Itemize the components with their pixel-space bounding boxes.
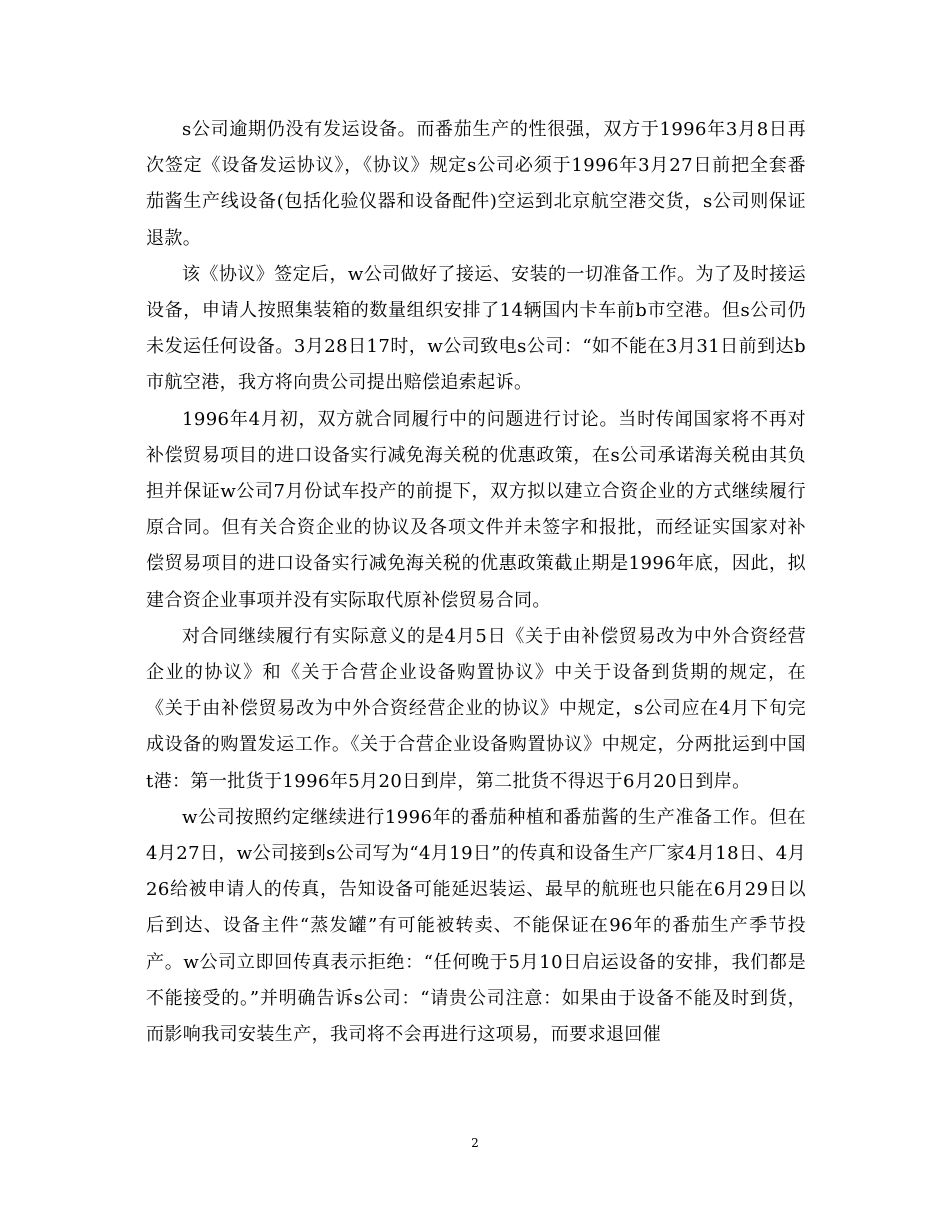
document-body — [146, 112, 806, 1053]
paragraph-3: 1996年4月初，双方就合同履行中的问题进行讨论。当时传闻国家将不再对补偿贸易项目的进口设备实行减免海关税的优惠政策，在s公司承诺海关税由其负担并保证w公司7月份试车投产的前提下，双方拟以建立合资企业的方式继续履行原合同。但有关合资企业的协议及各项文件并未签字和报批，而经证实国家对补偿贸易项目的进口设备实行减免海关税的优惠政策截止期是1996年底，因此，拟建合资企业事项并没有实际取代原补偿贸易合同。 — [146, 408, 806, 611]
page-number: 2 — [471, 1136, 479, 1150]
paragraph-2: 该《协议》签定后，w公司做好了接运、安装的一切准备工作。为了及时接运设备，申请人按照集装箱的数量组织安排了14辆国内卡车前b市空港。但s公司仍未发运任何设备。3月28日17时，w公司致电s公司：“如不能在3月31日前到达b市航空港，我方将向贵公司提出赔偿追索起诉。 — [146, 263, 806, 394]
paragraph-4: 对合同继续履行有实际意义的是4月5日《关于由补偿贸易改为中外合资经营企业的协议》和《关于合营企业设备购置协议》中关于设备到货期的规定，在《关于由补偿贸易改为中外合资经营企业的协议》中规定，s公司应在4月下旬完成设备的购置发运工作。《关于合营企业设备购置协议》中规定，分两批运到中国t港：第一批货于1996年5月20日到岸，第二批货不得迟于6月20日到岸。 — [146, 625, 806, 792]
paragraph-5: w公司按照约定继续进行1996年的番茄种植和番茄酱的生产准备工作。但在4月27日，w公司接到s公司写为“4月19日”的传真和设备生产厂家4月18日、4月26给被申请人的传真，告知设备可能延迟装运、最早的航班也只能在6月29日以后到达、设备主件“蒸发罐”有可能被转卖、不能保证在96年的番茄生产季节投产。w公司立即回传真表示拒绝：“任何晚于5月10日启运设备的安排，我们都是不能接受的。”并明确告诉s公司：“请贵公司注意：如果由于设备不能及时到货，而影响我司安装生产，我司将不会再进行这项易，而要求退回催 — [146, 806, 806, 1046]
paragraph-1: s公司逾期仍没有发运设备。而番茄生产的性很强，双方于1996年3月8日再次签定《设备发运协议》，《协议》规定s公司必须于1996年3月27日前把全套番茄酱生产线设备(包括化验仪器和设备配件)空运到北京航空港交货，s公司则保证退款。 — [146, 119, 806, 249]
